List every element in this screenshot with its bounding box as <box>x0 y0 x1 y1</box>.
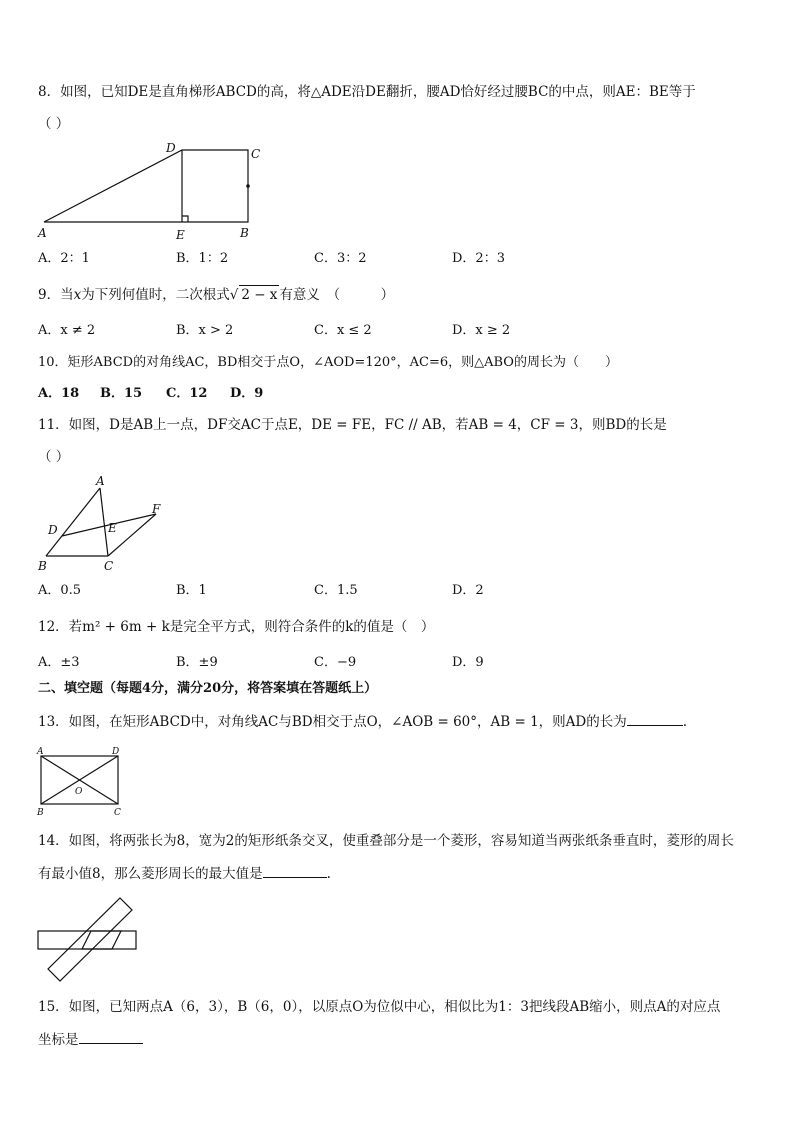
q11-label-E: E <box>108 521 117 535</box>
q14-line2-text: 有最小值8，那么菱形周长的最大值是 <box>38 866 263 882</box>
section2-title: 二、填空题（每题4分，满分20分，将答案填在答题纸上） <box>38 681 378 696</box>
q11-option-c: C．1.5 <box>314 583 358 598</box>
q8-trapezoid <box>44 150 248 222</box>
q13-label-D: D <box>112 747 120 757</box>
q8-label-D: D <box>166 141 176 155</box>
q9-stem-pre: 9．当 <box>38 287 74 303</box>
q9-option-b: B．x > 2 <box>176 323 234 338</box>
q14-line1: 14．如图，将两张长为8，宽为2的矩形纸条交叉，使重叠部分是一个菱形，容易知道当两张纸条垂直时，菱形的周长 <box>38 833 734 849</box>
q10-stem: 10．矩形ABCD的对角线AC，BD相交于点O，∠AOD=120°，AC=6，则△ABO的周长为（ ） <box>38 355 618 370</box>
q11-stem: 11．如图，D是AB上一点，DF交AC于点E，DE = FE，FC // AB，若AB = 4，CF = 3，则BD的长是 <box>38 417 667 433</box>
q15-answer-blank[interactable] <box>79 1030 143 1044</box>
q8-label-C: C <box>251 147 261 161</box>
q11-label-D: D <box>48 523 58 537</box>
q15-line2-text: 坐标是 <box>38 1032 79 1048</box>
q11-label-B: B <box>38 559 47 573</box>
q12-stem: 12．若m² + 6m + k是完全平方式，则符合条件的k的值是（ ） <box>38 619 435 635</box>
q12-option-d: D．9 <box>452 655 484 670</box>
q11-option-b: B．1 <box>176 583 207 598</box>
q13-figure <box>34 744 129 820</box>
q12-option-a: A．±3 <box>38 655 80 670</box>
q14-answer-blank[interactable] <box>263 864 327 878</box>
q11-label-C: C <box>104 559 114 573</box>
q8-label-B: B <box>240 226 249 240</box>
q12-option-c: C．−9 <box>314 655 357 670</box>
q11-segment-AC <box>100 488 108 556</box>
q10-option-a: A．18 <box>38 386 80 401</box>
q8-option-a: A．2：1 <box>38 251 90 266</box>
q8-label-E: E <box>176 228 185 242</box>
q13-label-C: C <box>114 808 121 818</box>
q8-option-b: B．1：2 <box>176 251 229 266</box>
q8-figure <box>30 138 270 243</box>
q8-option-c: C．3：2 <box>314 251 367 266</box>
q9-option-c: C．x ≤ 2 <box>314 323 372 338</box>
q13-label-A: A <box>37 747 44 757</box>
q15-line2 <box>38 1030 143 1049</box>
q10-option-c: C．12 <box>166 386 208 401</box>
q9-stem-post: 有意义 （ ） <box>279 287 395 303</box>
q11-segment-AB <box>46 488 100 556</box>
q14-figure <box>34 892 144 984</box>
q11-paren: （ ） <box>38 449 70 465</box>
q12-option-b: B．±9 <box>176 655 218 670</box>
q13-stem-text: 13．如图，在矩形ABCD中，对角线AC与BD相交于点O，∠AOB = 60°，AB = 1，则AD的长为 <box>38 714 627 730</box>
q8-paren: （ ） <box>38 116 70 132</box>
q13-label-B: B <box>37 808 44 818</box>
q13-stem <box>38 712 687 731</box>
q9-stem <box>38 285 394 304</box>
q8-label-A: A <box>38 226 47 240</box>
q9-radical-sign: √ <box>229 287 239 303</box>
q13-end: . <box>682 714 688 730</box>
q9-option-a: A．x ≠ 2 <box>38 323 96 338</box>
q10-option-d: D．9 <box>230 386 264 401</box>
q14-end: . <box>326 866 331 882</box>
q9-stem-mid: 为下列何值时，二次根式 <box>81 287 230 303</box>
q9-var: x <box>73 287 82 303</box>
q9-radicand: 2 − x <box>241 287 278 303</box>
q11-figure <box>30 472 180 576</box>
q8-midpoint-BC <box>246 184 250 188</box>
q15-line1: 15．如图，已知两点A（6，3），B（6，0），以原点O为位似中心，相似比为1：3把线段AB缩小，则点A的对应点 <box>38 999 721 1015</box>
q14-line2 <box>38 864 331 883</box>
q11-label-A: A <box>96 474 105 488</box>
q11-label-F: F <box>152 502 161 516</box>
q9-option-d: D．x ≥ 2 <box>452 323 511 338</box>
q13-label-O: O <box>75 787 83 797</box>
q8-option-d: D．2：3 <box>452 251 505 266</box>
q10-option-b: B．15 <box>100 386 143 401</box>
q14-strip-diagonal <box>48 898 132 981</box>
q11-option-a: A．0.5 <box>38 583 82 598</box>
q8-right-angle-mark <box>182 216 188 222</box>
q8-stem: 8．如图，已知DE是直角梯形ABCD的高，将△ADE沿DE翻折，腰AD恰好经过腰BC的中点，则AE：BE等于 <box>38 84 696 100</box>
q11-option-d: D．2 <box>452 583 484 598</box>
q13-answer-blank[interactable] <box>627 712 683 726</box>
